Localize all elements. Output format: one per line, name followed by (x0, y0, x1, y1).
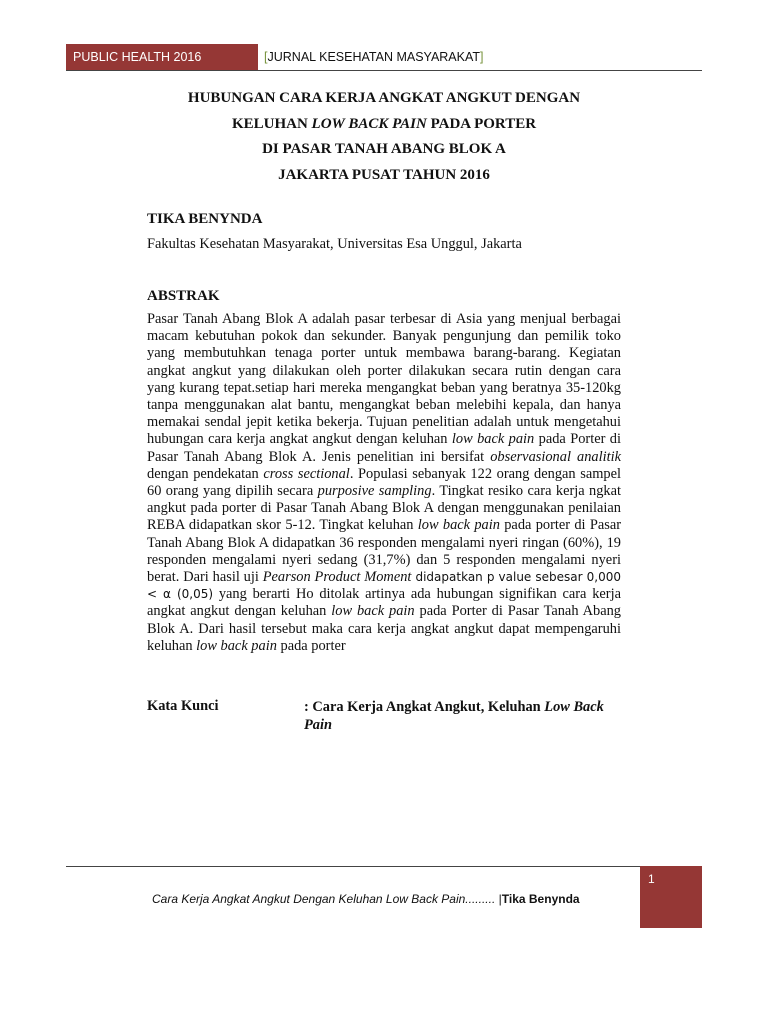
abstract-italic: purposive sampling (317, 483, 432, 500)
bracket-open: [ (264, 50, 268, 64)
page-number: 1 (648, 872, 655, 886)
keywords-label: Kata Kunci (147, 698, 219, 714)
footer-author: Tika Benynda (501, 892, 580, 906)
bracket-close: ] (480, 50, 484, 64)
title-line-2a: KELUHAN (231, 115, 312, 132)
header-badge-text: PUBLIC HEALTH 2016 (73, 50, 202, 64)
abstract-italic: low back pain (331, 603, 415, 620)
abstract-heading: ABSTRAK (147, 288, 220, 304)
abstract-text: pada Porter di Pasar Tanah Abang Blok A. Jenis penelitian ini bersifat (147, 431, 621, 465)
abstract-text: pada Porter di Pasar Tanah Abang Blok A. Dari hasil tersebut maka cara kerja angkat angkut dapat mempengaruhi keluhan (147, 603, 621, 654)
abstract-text: pada porter di Pasar Tanah Abang Blok A didapatkan 36 responden mengalami nyeri ringan (60%), 19 responden mengalami nyeri sedang (31,7%) dan 5 responden mengalami nyeri berat. Dari hasil uji (147, 517, 621, 586)
footer-running-title (152, 892, 580, 906)
abstract-italic: Pearson Product Moment (262, 569, 412, 586)
abstract-text: . Tingkat resiko cara kerja ngkat angkut pada porter di Pasar Tanah Abang Blok A dengan menggunakan penilaian REBA didapatkan skor 5-12. Tingkat keluhan (147, 483, 622, 534)
abstract-statistic: didapatkan p value sebesar 0,000 < α (0,05) (147, 570, 621, 602)
title-line-3: DI PASAR TANAH ABANG BLOK A (262, 141, 506, 157)
header-journal-title (264, 44, 484, 70)
title-line-2 (100, 112, 668, 138)
title-line-1: HUBUNGAN CARA KERJA ANGKAT ANGKUT DENGAN (187, 90, 581, 106)
abstract-italic: low back pain (417, 517, 500, 534)
title-line-2-italic: LOW BACK PAIN (311, 115, 427, 132)
abstract-text: dengan pendekatan (147, 465, 264, 482)
abstract-text: Pasar Tanah Abang Blok A adalah pasar terbesar di Asia yang menjual berbagai macam kebutuhan pokok dan sekunder. Banyak pengunjung dan pemilik toko yang membutuhkan tenaga porter untuk membawa barang-barang. Kegiatan angkat angkut yang dilakukan oleh porter dilakukan secara rutin dengan cara yang kurang tepat.setiap hari mereka mengangkat beban yang beratnya 35-120kg tanpa menggunakan alat bantu, mengangkat beban melebihi kepala, dan hanya memakai sendal jepit ketika bekerja. Tujuan penelitian adalah untuk mengetahui hubungan cara kerja angkat angkut dengan keluhan (147, 311, 621, 448)
footer-rule (66, 866, 702, 867)
abstract-italic: cross sectional (263, 465, 350, 482)
abstract-text: yang berarti Ho ditolak artinya ada hubungan signifikan cara kerja angkat angkut dengan keluhan (147, 586, 621, 620)
header-rule (66, 70, 702, 71)
header-badge (66, 44, 258, 70)
author-name: TIKA BENYNDA (147, 211, 263, 227)
keywords-italic: Low Back Pain (304, 699, 604, 733)
paper-title (100, 86, 668, 188)
author-affiliation: Fakultas Kesehatan Masyarakat, Universitas Esa Unggul, Jakarta (147, 236, 522, 252)
footer-separator: | (495, 892, 502, 906)
footer-title: Cara Kerja Angkat Angkut Dengan Keluhan Low Back Pain......... (152, 892, 496, 906)
abstract-text: pada porter (276, 637, 346, 654)
journal-name: JURNAL KESEHATAN MASYARAKAT (267, 50, 481, 64)
abstract-text: . Populasi sebanyak 122 orang dengan sampel 60 orang yang dipilih secara (147, 465, 622, 500)
abstract-italic: low back pain (196, 637, 277, 654)
title-line-4: JAKARTA PUSAT TAHUN 2016 (278, 166, 490, 183)
abstract-italic: observasional analitik (490, 448, 621, 465)
abstract-body (147, 311, 621, 655)
keywords-list: : Cara Kerja Angkat Angkut, Keluhan (304, 699, 545, 715)
abstract-italic: low back pain (451, 431, 535, 448)
title-line-2b: PADA PORTER (426, 115, 537, 132)
keywords-text (304, 698, 604, 734)
